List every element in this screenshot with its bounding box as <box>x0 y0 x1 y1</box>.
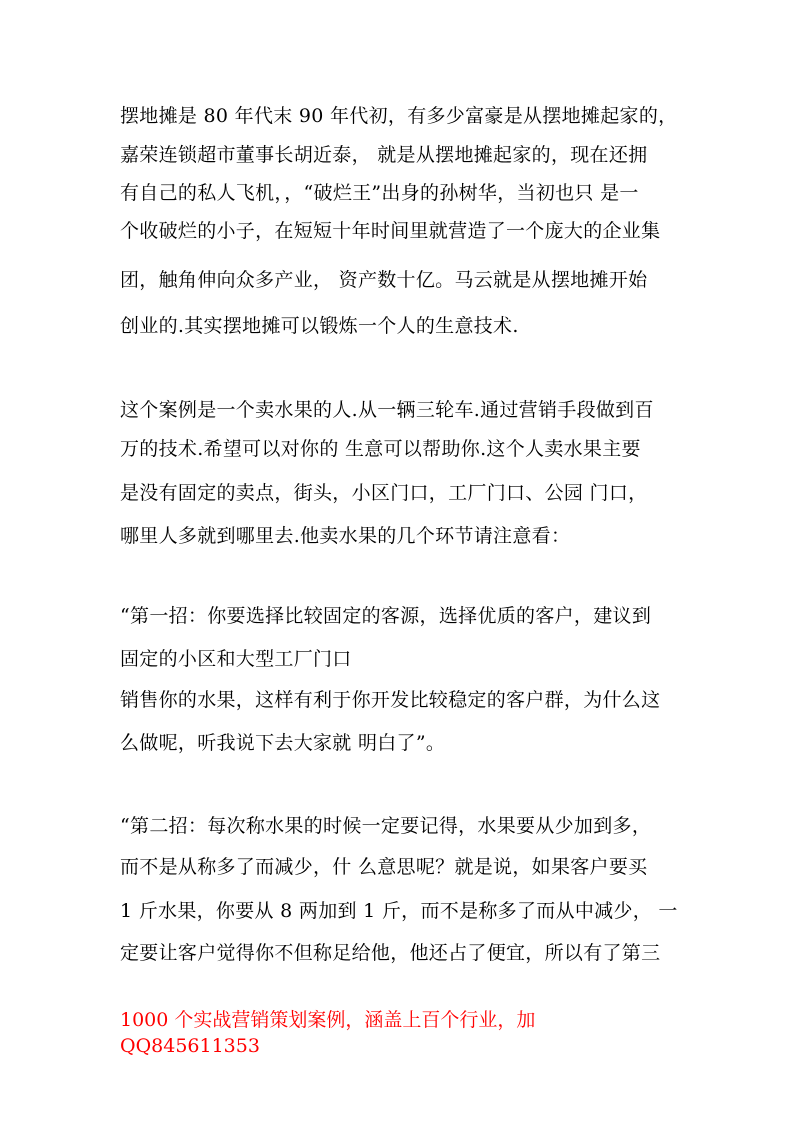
paragraph-2-line-4: 哪里人多就到哪里去.他卖水果的几个环节请注意看： <box>120 525 571 547</box>
paragraph-4-line-1: “第二招：每次称水果的时候一定要记得，水果要从少加到多， <box>120 815 652 837</box>
paragraph-1-line-2: 嘉荣连锁超市董事长胡近泰， 就是从摆地摊起家的，现在还拥 <box>120 144 648 166</box>
paragraph-4-line-2: 而不是从称多了而减少，什 么意思呢？就是说，如果客户要买 <box>120 856 648 878</box>
paragraph-1-line-3: 有自己的私人飞机，，“破烂王”出身的孙树华，当初也只 是一 <box>120 182 639 204</box>
paragraph-2-line-2: 万的技术.希望可以对你的 生意可以帮助你.这个人卖水果主要 <box>120 438 641 460</box>
paragraph-1-line-4: 个收破烂的小子，在短短十年时间里就营造了一个庞大的企业集 <box>120 220 661 242</box>
paragraph-2-line-3: 是没有固定的卖点，街头，小区门口，工厂门口、公园 门口， <box>120 482 648 504</box>
footer-promo-line-1: 1000 个实战营销策划案例，涵盖上百个行业，加 <box>120 1009 536 1031</box>
paragraph-1-line-6: 创业的.其实摆地摊可以锻炼一个人的生意技术. <box>120 315 519 337</box>
paragraph-3-line-3: 销售你的水果，这样有利于你开发比较稳定的客户群，为什么这 <box>120 689 661 711</box>
paragraph-3-line-2: 固定的小区和大型工厂门口 <box>120 648 352 670</box>
paragraph-1-line-5: 团，触角伸向众多产业， 资产数十亿。马云就是从摆地摊开始 <box>120 269 648 291</box>
paragraph-3-line-4: 么做呢，听我说下去大家就 明白了”。 <box>120 732 446 754</box>
paragraph-1-line-1: 摆地摊是 80 年代末 90 年代初，有多少富豪是从摆地摊起家的， <box>120 105 678 127</box>
paragraph-4-line-3: 1 斤水果，你要从 8 两加到 1 斤，而不是称多了而从中减少， 一 <box>120 900 678 922</box>
paragraph-2-line-1: 这个案例是一个卖水果的人.从一辆三轮车.通过营销手段做到百 <box>120 399 654 421</box>
footer-promo-line-2: QQ845611353 <box>120 1035 260 1057</box>
paragraph-3-line-1: “第一招：你要选择比较固定的客源，选择优质的客户，建议到 <box>120 605 652 627</box>
paragraph-4-line-4: 定要让客户觉得你不但称足给他，他还占了便宜，所以有了第三 <box>120 942 661 964</box>
